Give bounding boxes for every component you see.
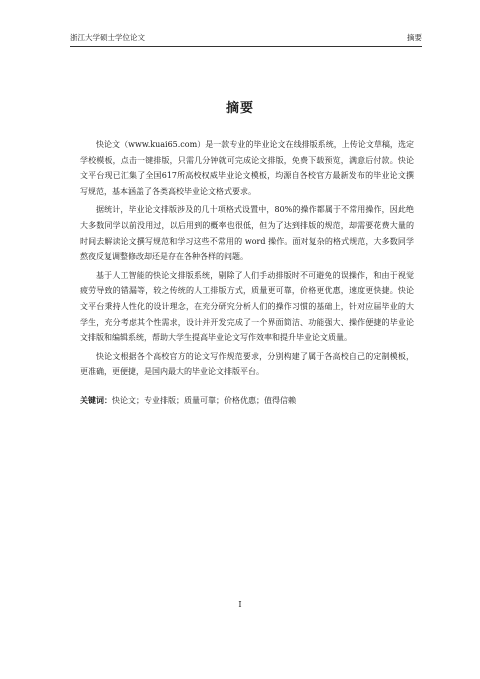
header-thesis-title: 浙江大学硕士学位论文 (70, 33, 145, 42)
abstract-body (80, 137, 414, 412)
keywords-text: 快论文；专业排版；质量可靠；价格优惠；值得信赖 (112, 395, 296, 405)
keywords-label: 关键词： (80, 394, 112, 405)
keywords-line (80, 393, 414, 409)
page-number: I (238, 600, 242, 609)
running-header (70, 33, 422, 47)
abstract-paragraph-1: 快论文（www.kuai65.com）是一款专业的毕业论文在线排版系统，上传论文草稿，选定学校模板，点击一键排版，只需几分钟就可完成论文排版，免费下载预览，满意后付款。快论文平台现已汇集了全国617所高校权威毕业论文模板，均源自各校官方最新发布的毕业论文撰写规范，基本涵盖了各类高校毕业论文格式要求。 (80, 140, 414, 196)
header-section-name: 摘要 (407, 33, 422, 42)
abstract-paragraph-3: 基于人工智能的快论文排版系统，剔除了人们手动排版时不可避免的误操作，和由于视觉疲劳导致的错漏等，较之传统的人工排版方式，质量更可靠，价格更优惠，速度更快捷。快论文平台秉持人性化的设计理念，在充分研究分析人们的操作习惯的基础上，针对应届毕业的大学生，充分考虑其个性需求，设计并开发完成了一个界面简洁、功能强大、操作便捷的毕业论文排版和编辑系统，帮助大学生提高毕业论文写作效率和提升毕业论文质量。 (80, 270, 414, 343)
abstract-paragraph-2: 据统计，毕业论文排版涉及的几十项格式设置中，80%的操作都属于不常用操作，因此绝大多数同学以前没用过，以后用到的概率也很低，但为了达到排版的规范，却需要花费大量的时间去解读论文撰写规范和学习这些不常用的 word 操作。面对复杂的格式规范，大多数同学熬夜反复调整修改却还是存在各种各样的问题。 (80, 205, 414, 262)
abstract-paragraph-4: 快论文根据各个高校官方的论文写作规范要求，分别构建了属于各高校自己的定制模板，更准确，更便捷，是国内最大的毕业论文排版平台。 (80, 351, 414, 377)
abstract-title: 摘要 (225, 101, 254, 116)
